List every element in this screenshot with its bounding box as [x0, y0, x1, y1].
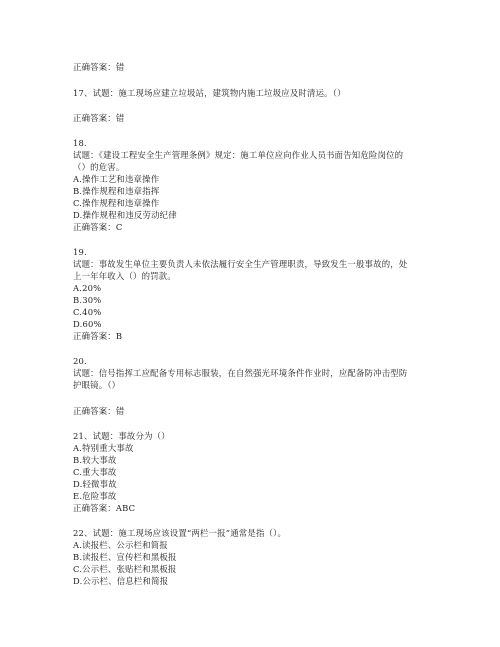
- option-line: D.公示栏、信息栏和简报: [73, 576, 169, 586]
- question-number: 20.: [73, 356, 87, 366]
- question-text: 试题：信号指挥工应配备专用标志服装，在自然强光环境条件作业时，应配备防冲击型防: [73, 368, 408, 378]
- option-line: C.操作规程和违章操作: [73, 198, 160, 208]
- answer-line: 正确答案：错: [73, 406, 125, 416]
- option-line: B.操作规程和违章指挥: [73, 186, 160, 196]
- answer-line: 正确答案：B: [73, 331, 123, 341]
- question-text: 护眼镜。（）: [73, 380, 121, 390]
- option-line: A.读报栏、公示栏和简报: [73, 540, 168, 550]
- option-line: A.操作工艺和违章操作: [73, 174, 160, 184]
- option-line: B.读报栏、宣传栏和黑板报: [73, 552, 177, 562]
- option-line: C.40%: [73, 307, 102, 317]
- option-line: C.公示栏、张贴栏和黑板报: [73, 564, 177, 574]
- option-line: D.60%: [73, 319, 102, 329]
- answer-line: 正确答案：错: [73, 113, 125, 123]
- question-text: 上一年年收入（）的罚款。: [73, 271, 176, 281]
- answer-line: 正确答案：错: [73, 62, 125, 72]
- option-line: E.危险事故: [73, 491, 117, 501]
- option-line: A.特别重大事故: [73, 443, 134, 453]
- answer-line: 正确答案：C: [73, 222, 123, 232]
- question-text: 试题：《建设工程安全生产管理条例》规定：施工单位应向作业人员书面告知危险岗位的: [73, 150, 404, 160]
- question-number: 19.: [73, 247, 87, 257]
- option-line: B.30%: [73, 295, 102, 305]
- option-line: D.轻微事故: [73, 479, 117, 489]
- option-line: D.操作规程和违反劳动纪律: [73, 210, 177, 220]
- option-line: A.20%: [73, 283, 102, 293]
- question-21: 21、试题：事故分为（）: [73, 431, 170, 441]
- question-17: 17、试题：施工现场应建立垃圾站，建筑物内施工垃圾应及时清运。（）: [73, 88, 346, 98]
- answer-line: 正确答案：ABC: [73, 503, 136, 513]
- option-line: B.较大事故: [73, 455, 117, 465]
- question-number: 18.: [73, 138, 87, 148]
- question-22: 22、试题：施工现场应该设置“两栏一报”通常是指（）。: [73, 528, 287, 538]
- question-text: （）的危害。: [73, 162, 125, 172]
- question-text: 试题：事故发生单位主要负责人未依法履行安全生产管理职责，导致发生一般事故的，处: [73, 259, 408, 269]
- option-line: C.重大事故: [73, 467, 117, 477]
